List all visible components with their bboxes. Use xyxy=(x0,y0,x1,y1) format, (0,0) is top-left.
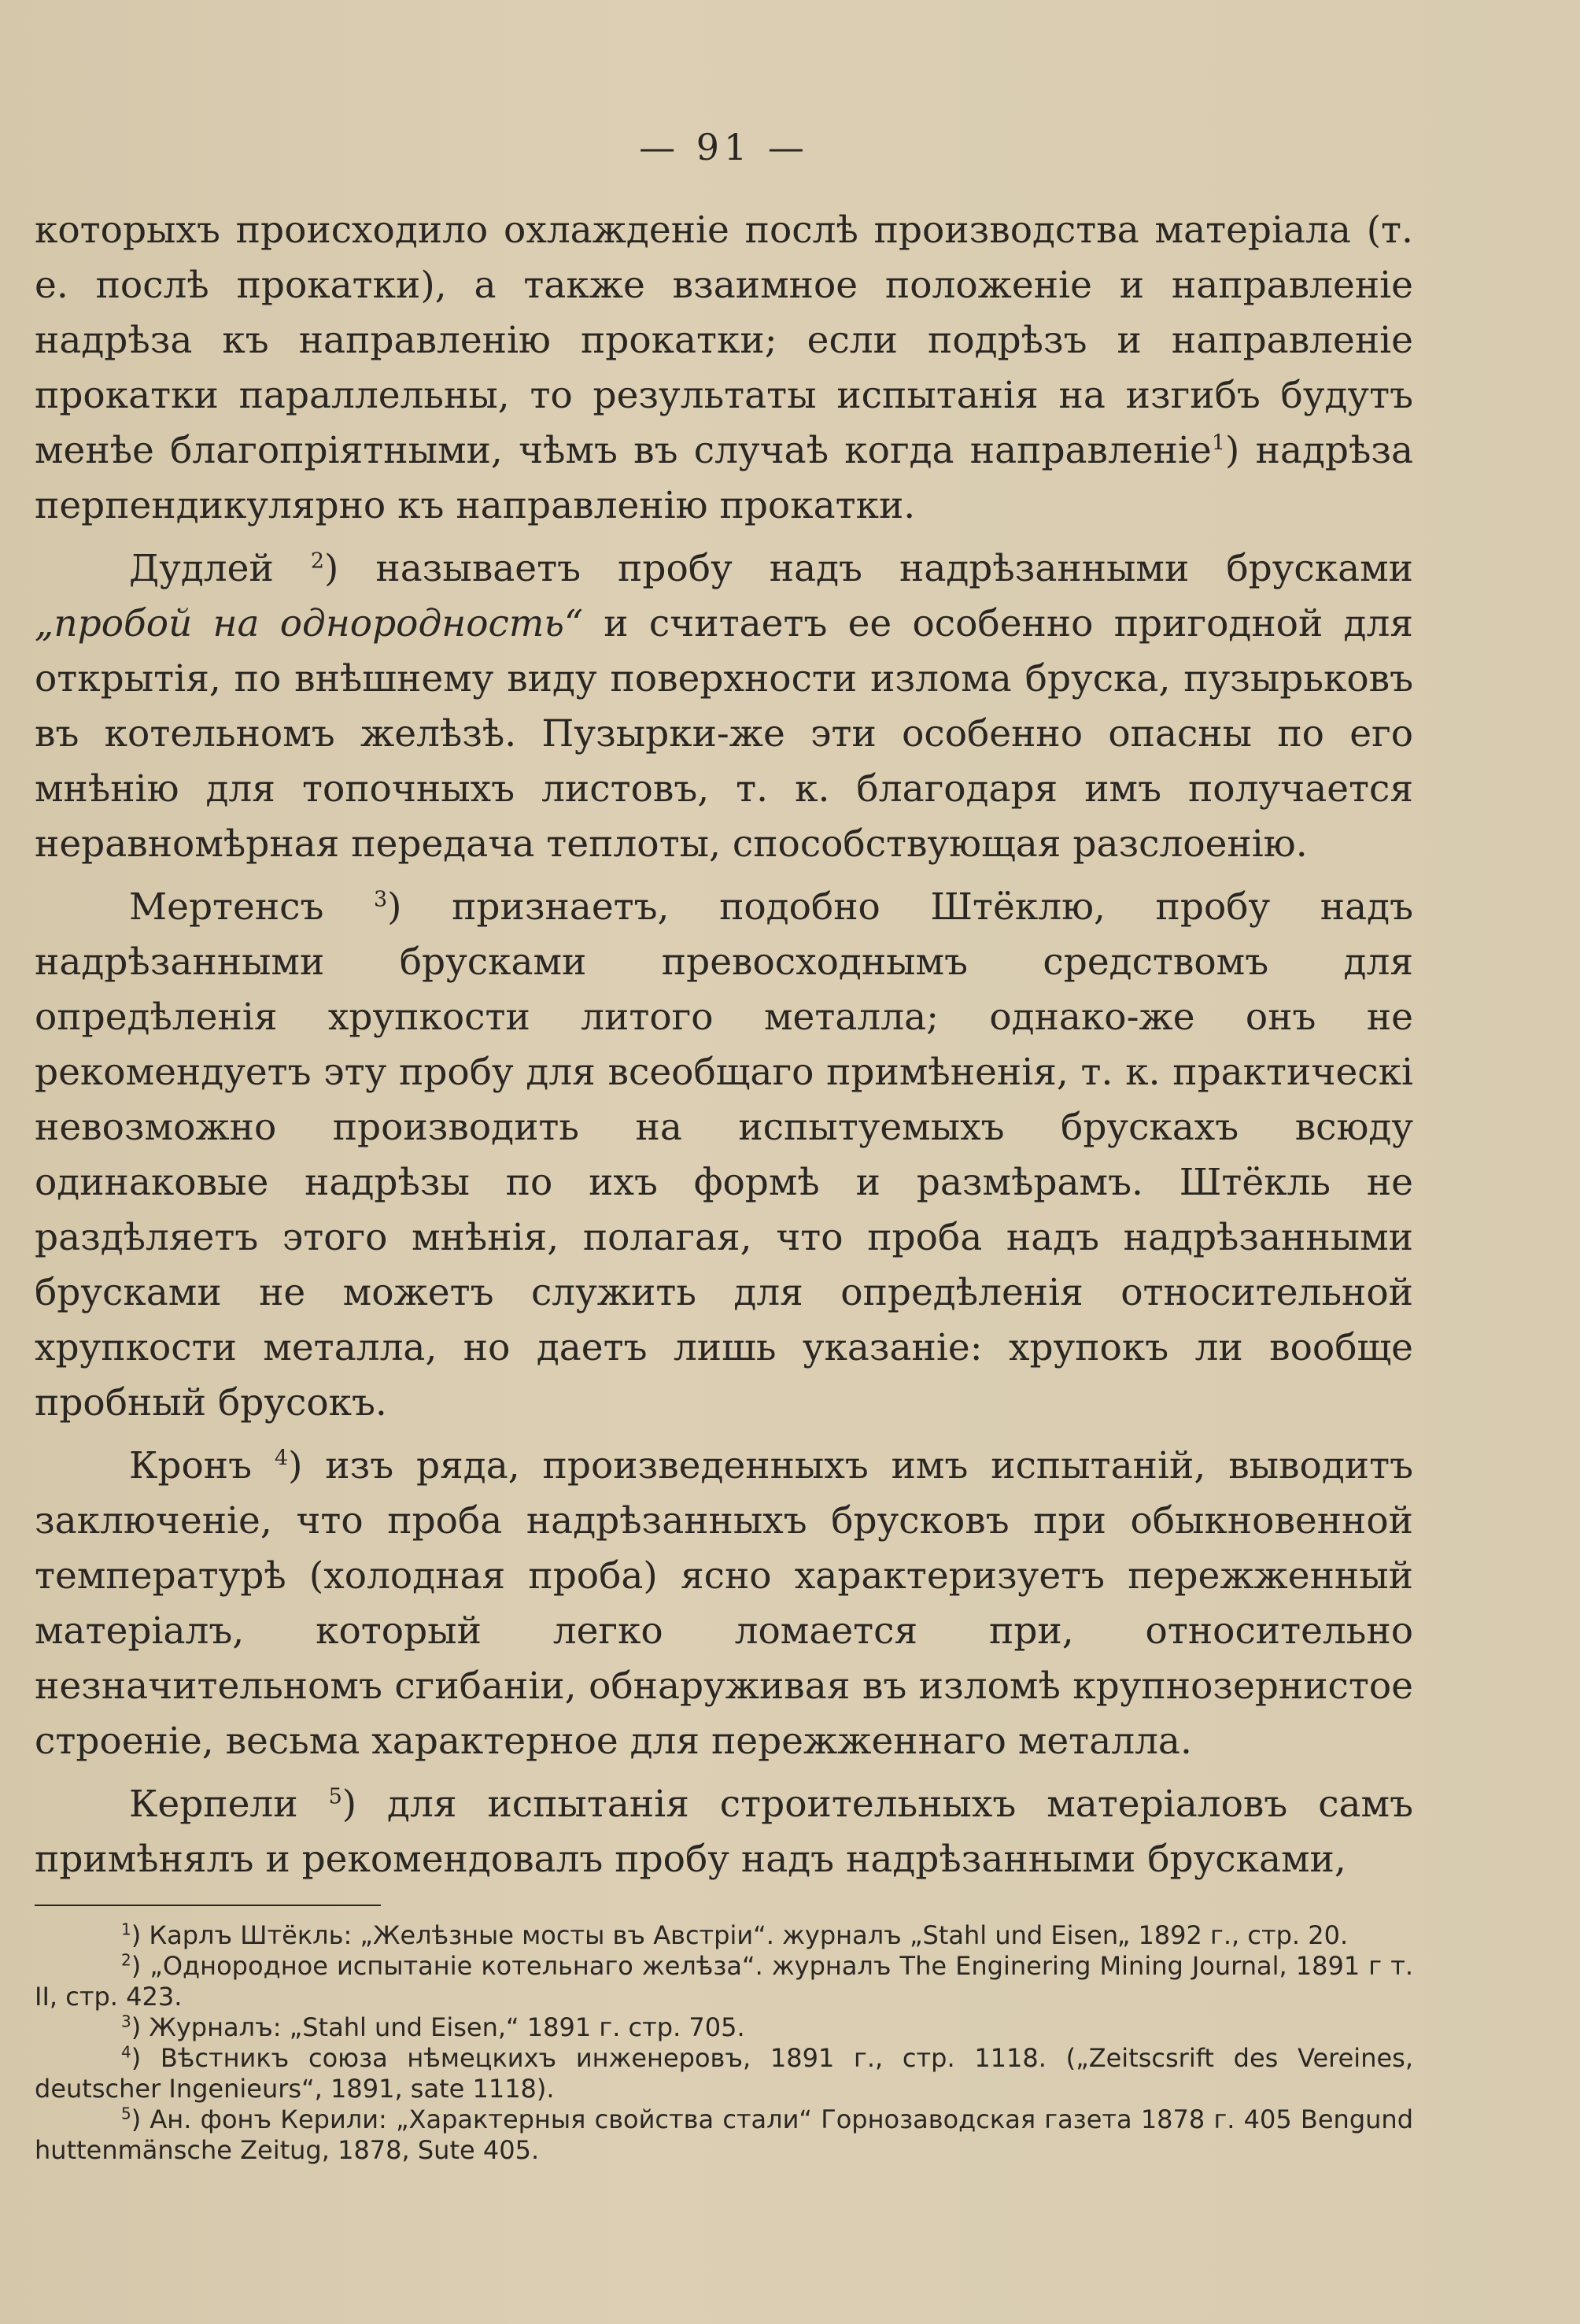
footnote-2 xyxy=(35,1951,1413,2012)
paragraph-1-text: которыхъ происходило охлажденіе послѣ производства матеріала (т. е. послѣ прокатки), а также взаимное положеніе и направленіе надрѣза къ направленію прокатки; если подрѣзъ и направленіе прокатки параллельны, то результаты испытанія на изгибъ будутъ менѣе благопріятными, чѣмъ въ случаѣ когда направленіе xyxy=(35,209,1413,472)
footnote-ref-4: 4 xyxy=(274,1446,289,1471)
footnote-3-number: 3 xyxy=(121,2012,131,2031)
paragraph-2-italic-term: „пробой на однородность“ xyxy=(35,602,584,645)
paragraph-1-text-end: ) надрѣза перпендикулярно къ направленію прокатки. xyxy=(35,429,1413,527)
footnotes xyxy=(35,1920,1413,2166)
paragraph-4 xyxy=(35,1439,1413,1769)
footnote-1-number: 1 xyxy=(121,1919,131,1939)
paragraph-4-text: Кронъ xyxy=(129,1444,275,1487)
footnote-ref-1: 1 xyxy=(1211,430,1226,456)
footnote-3-text: ) Журналъ: „Stahl und Eisen,“ 1891 г. стр. 705. xyxy=(131,2012,745,2042)
paragraph-3-text: Мертенсъ xyxy=(129,885,374,929)
paragraph-5 xyxy=(35,1777,1413,1887)
paragraph-5-text: Керпели xyxy=(129,1783,329,1826)
footnote-1 xyxy=(35,1920,1413,1951)
footnote-5 xyxy=(35,2104,1413,2166)
paragraph-2-text-end: и считаетъ ее особенно пригодной для открытія, по внѣшнему виду поверхности излома бруска, пузырьковъ въ котельномъ желѣзѣ. Пузырки-же эти особенно опасны по его мнѣнію для топочныхъ листовъ, т. к. благодаря имъ получается неравномѣрная передача теплоты, способствующая разслоенію. xyxy=(35,602,1413,866)
footnote-divider xyxy=(35,1905,381,1906)
page-number: — 91 — xyxy=(639,126,809,168)
footnote-2-number: 2 xyxy=(121,1950,131,1970)
footnote-ref-3: 3 xyxy=(373,887,388,912)
paragraph-4-text-end: ) изъ ряда, произведенныхъ имъ испытаній, выводитъ заключеніе, что проба надрѣзанныхъ брусковъ при обыкновенной температурѣ (холодная проба) ясно характеризуетъ пережженный матеріалъ, который легко ломается при, относительно незначительномъ сгибаніи, обнаруживая въ изломѣ крупнозернистое строеніе, весьма характерное для пережженнаго металла. xyxy=(35,1444,1413,1763)
paragraph-1 xyxy=(35,203,1413,534)
footnote-2-text: ) „Однородное испытаніе котельнаго желѣза“. журналъ The Enginering Mining Journal, 1891 г т. II, стр. 423. xyxy=(35,1951,1413,2012)
paragraph-2-text: Дудлей xyxy=(129,547,311,590)
footnote-5-text: ) Ан. фонъ Керили: „Характерныя свойства стали“ Горнозаводская газета 1878 г. 405 Bengund huttenmänsche Zeitug, 1878, Sute 405. xyxy=(35,2104,1413,2165)
paragraph-2-text-mid: ) называетъ пробу надъ надрѣзанными брусками xyxy=(324,547,1413,590)
footnote-ref-2: 2 xyxy=(310,549,325,574)
paragraph-5-text-end: ) для испытанія строительныхъ матеріаловъ самъ примѣнялъ и рекомендовалъ пробу надъ надрѣзанными брусками, xyxy=(35,1783,1414,1881)
footnote-5-number: 5 xyxy=(121,2104,131,2123)
footnote-1-text: ) Карлъ Штёкль: „Желѣзные мосты въ Австріи“. журналъ „Stahl und Eisen„ 1892 г., стр. 20. xyxy=(131,1920,1349,1950)
paragraph-3-text-end: ) признаетъ, подобно Штёклю, пробу надъ надрѣзанными брусками превосходнымъ средствомъ для опредѣленія хрупкости литого металла; однако-же онъ не рекомендуетъ эту пробу для всеобщаго примѣненія, т. к. практическі невозможно производить на испытуемыхъ брускахъ всюду одинаковые надрѣзы по ихъ формѣ и размѣрамъ. Штёкль не раздѣляетъ этого мнѣнія, полагая, что проба надъ надрѣзанными брусками не можетъ служить для опредѣленія относительной хрупкости металла, но даетъ лишь указаніе: хрупокъ ли вообще пробный брусокъ. xyxy=(35,885,1413,1424)
footnote-3 xyxy=(35,2012,1413,2043)
footnote-ref-5: 5 xyxy=(328,1784,342,1809)
footnote-4-text: ) Вѣстникъ союза нѣмецкихъ инженеровъ, 1891 г., стр. 1118. („Zeitscsrift des Vereines, deutscher Ingenieurs“, 1891, sate 1118). xyxy=(35,2043,1413,2104)
paragraph-3 xyxy=(35,880,1413,1431)
footnote-4 xyxy=(35,2043,1413,2104)
paragraph-2 xyxy=(35,541,1413,872)
body-text xyxy=(35,203,1413,1887)
footnote-4-number: 4 xyxy=(121,2042,131,2062)
